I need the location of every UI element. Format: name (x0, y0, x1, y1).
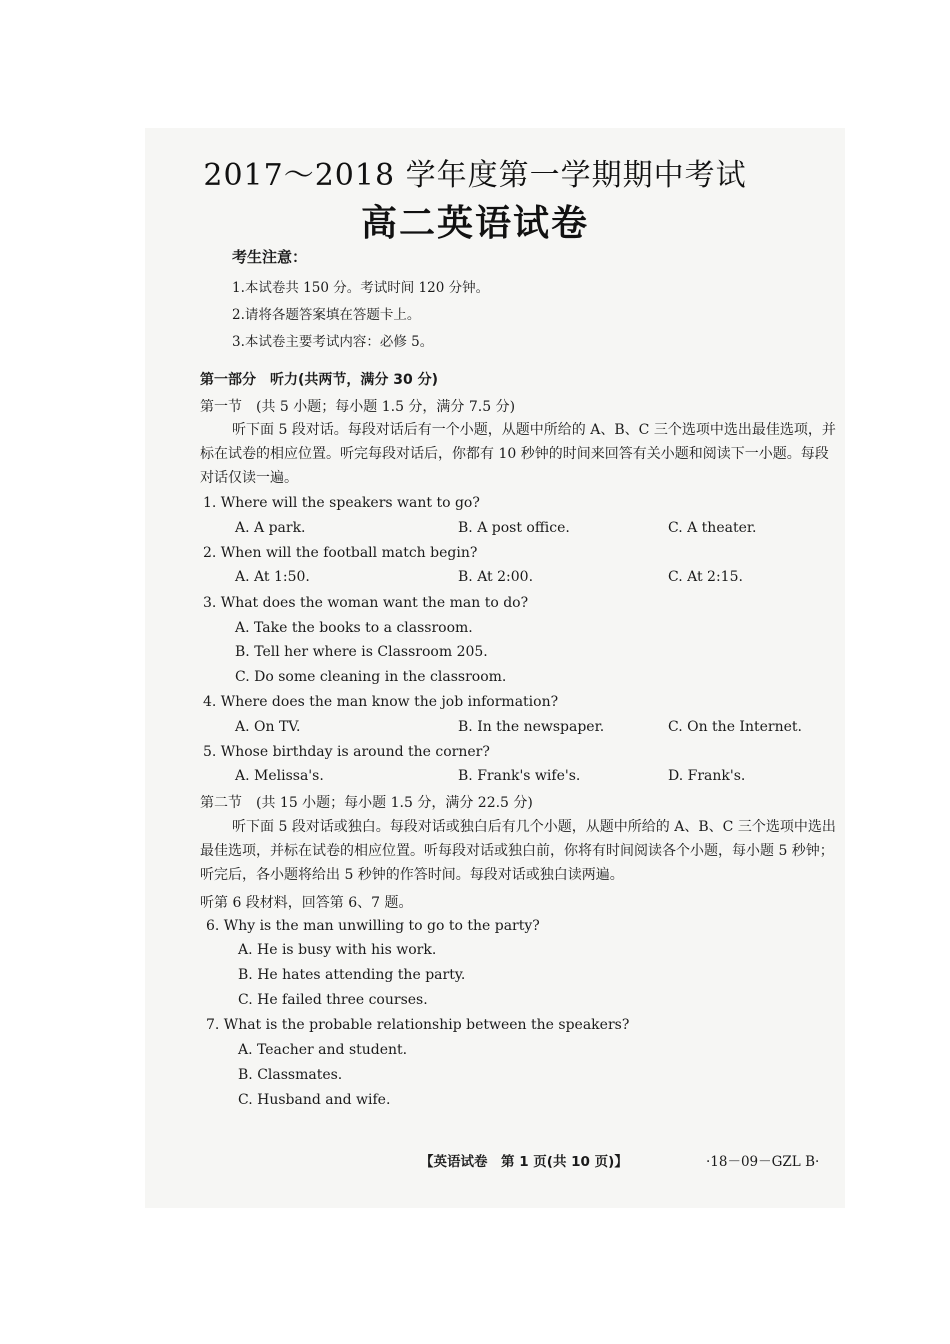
section1-instructions: 听下面 5 段对话。每段对话后有一个小题，从题中所给的 A、B、C 三个选项中选出最佳选项，并标在试卷的相应位置。听完每段对话后，你都有 10 秒钟的时间来回答有关小题和阅读下一小题。每段对话仅读一遍。 (200, 422, 836, 486)
option: B. Tell her where is Classroom 205. (235, 644, 488, 660)
option: C. A theater. (668, 520, 757, 536)
option: C. At 2:15. (668, 569, 743, 585)
option: B. A post office. (458, 520, 570, 536)
section2-instructions: 听下面 5 段对话或独白。每段对话或独白后有几个小题，从题中所给的 A、B、C 三个选项中选出最佳选项，并标在试卷的相应位置。听每段对话或独白前，你将有时间阅读各个小题，每小题 5 秒钟；听完后，各小题将给出 5 秒钟的作答时间。每段对话或独白读两遍。 (200, 819, 836, 883)
option: C. He failed three courses. (238, 992, 428, 1008)
notice-block (232, 246, 489, 356)
option: A. Melissa's. (235, 768, 324, 784)
notice-item: 3.本试卷主要考试内容：必修 5。 (232, 334, 434, 350)
notice-heading: 考生注意： (232, 248, 308, 266)
option: A. Take the books to a classroom. (235, 620, 473, 636)
option: C. Do some cleaning in the classroom. (235, 669, 507, 685)
question-stem: 2. When will the football match begin? (203, 545, 478, 561)
option: B. Frank's wife's. (458, 768, 581, 784)
option: A. He is busy with his work. (238, 942, 437, 958)
section1-heading: 第一节 (共 5 小题；每小题 1.5 分，满分 7.5 分) (200, 399, 516, 415)
option: B. Classmates. (238, 1067, 343, 1083)
part1-heading: 第一部分 听力(共两节，满分 30 分) (200, 372, 439, 388)
option: A. Teacher and student. (238, 1042, 408, 1058)
notice-item: 1.本试卷共 150 分。考试时间 120 分钟。 (232, 280, 490, 296)
question-stem: 5. Whose birthday is around the corner? (203, 744, 490, 760)
option: B. In the newspaper. (458, 719, 605, 735)
notice-item: 2.请将各题答案填在答题卡上。 (232, 307, 421, 323)
question-stem: 4. Where does the man know the job information? (203, 694, 559, 710)
option: C. On the Internet. (668, 719, 802, 735)
page-footer-label: 【英语试卷 第 1 页(共 10 页)】 (420, 1154, 628, 1170)
option: C. Husband and wife. (238, 1092, 391, 1108)
question-stem: 7. What is the probable relationship between the speakers? (206, 1017, 630, 1033)
paper-code: ·18－09－GZL B· (706, 1154, 820, 1170)
question-stem: 6. Why is the man unwilling to go to the party? (206, 918, 540, 934)
question-stem: 3. What does the woman want the man to do? (203, 595, 529, 611)
material-note: 听第 6 段材料，回答第 6、7 题。 (200, 895, 413, 911)
question-stem: 1. Where will the speakers want to go? (203, 495, 480, 511)
exam-title: 2017～2018 学年度第一学期期中考试 (203, 158, 747, 193)
option: A. A park. (235, 520, 306, 536)
exam-subtitle: 高二英语试卷 (360, 203, 589, 244)
option: B. At 2:00. (458, 569, 534, 585)
section2-heading: 第二节 (共 15 小题；每小题 1.5 分，满分 22.5 分) (200, 795, 533, 811)
option: A. On TV. (235, 719, 301, 735)
option: B. He hates attending the party. (238, 967, 466, 983)
option: A. At 1:50. (235, 569, 310, 585)
option: D. Frank's. (668, 768, 746, 784)
